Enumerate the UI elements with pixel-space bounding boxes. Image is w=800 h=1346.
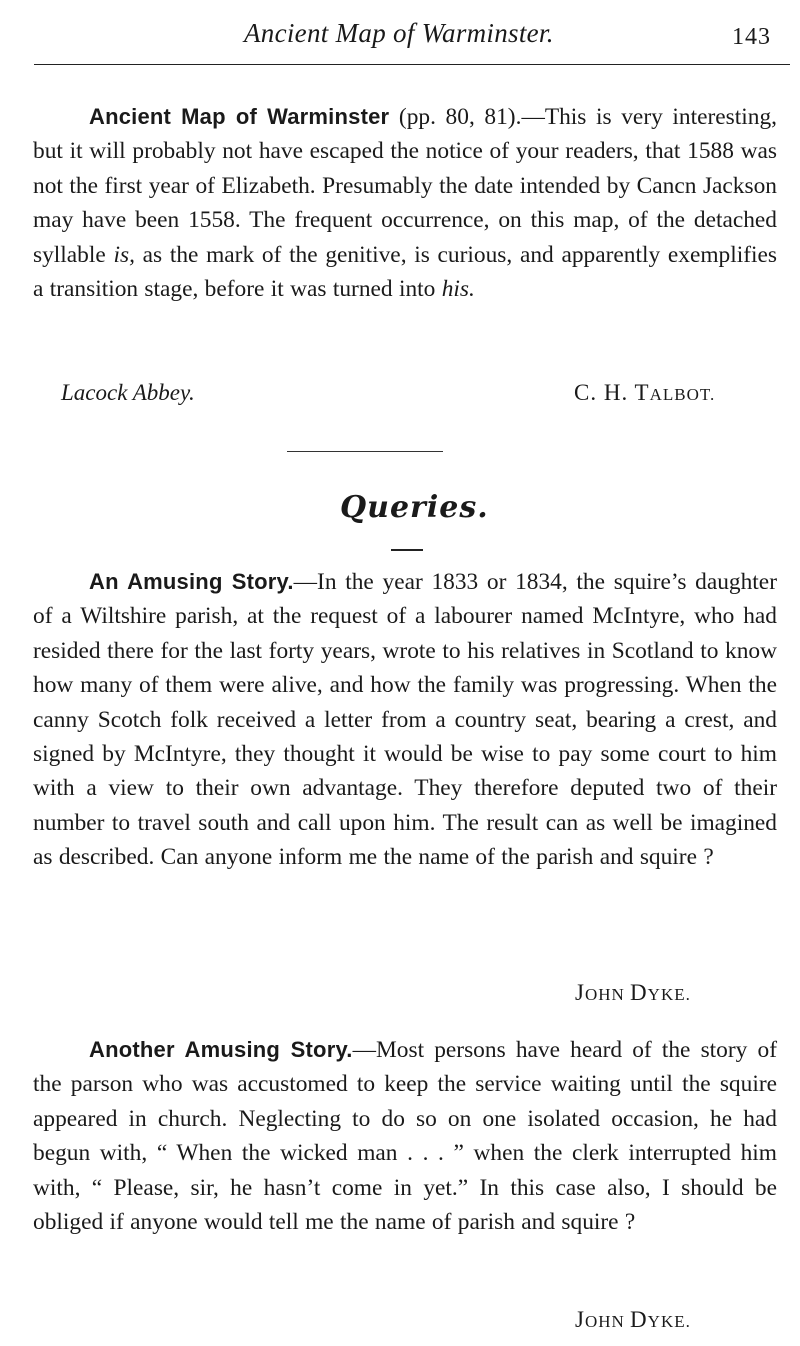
signer-j: J — [575, 980, 585, 1005]
signer-d: D — [630, 1307, 648, 1332]
query-another-amusing-story — [33, 1033, 777, 1239]
note-ref: (pp. 80, 81). — [389, 104, 522, 130]
note-text-1: —This is very interesting, but it will probably not have escaped the notice of your readers, that 1588 was not the first year of Elizabeth. Presumably the date intended by Cancn Jackson may have been 1558. The frequent occurrence, on this map, of the detached syllable — [33, 104, 777, 268]
query-text: —In the year 1833 or 1834, the squire’s daughter of a Wiltshire parish, at the request of a labourer named McIntyre, who had resided there for the last forty years, wrote to his relatives in Scotland to know how many of them were alive, and how the family was progressing. When the canny Scotch folk received a letter from a country seat, bearing a crest, and signed by McIntyre, they thought it would be wise to pay some court to him with a view to their own advantage. They therefore deputed two of their number to travel south and call upon him. The result can as well be imagined as described. Can anyone inform me the name of the parish and squire ? — [33, 569, 777, 871]
note-italic-his: his. — [441, 276, 475, 303]
section-divider — [287, 451, 443, 452]
signer-name — [575, 980, 691, 1006]
section-title: Queries. — [340, 490, 489, 525]
note-signature-row — [0, 380, 800, 414]
signer-ohn: OHN — [584, 985, 631, 1004]
signer-rest: ALBOT. — [649, 385, 716, 404]
signer-ohn: OHN — [584, 1312, 631, 1331]
query-text: —Most persons have heard of the story of the parson who was accustomed to keep the service waiting until the squire appeared in church. Neglecting to do so on one isolated occasion, he had begun with, “ When the wicked man . . . ” when the clerk interrupted him with, “ Please, sir, he hasn’t come in yet.” In this case also, I should be obliged if anyone would tell me the name of parish and squire ? — [33, 1037, 777, 1236]
signer-name — [574, 380, 715, 406]
signer-name — [575, 1307, 691, 1333]
query-lead: An Amusing Story. — [89, 569, 294, 594]
page-number: 143 — [732, 24, 771, 50]
signer-yke: YKE. — [647, 985, 691, 1004]
signer-initials: C. H. T — [574, 380, 650, 405]
note-text-2: as the mark of the genitive, is curious, and apparently exemplifies a transition stage, before it was turned into — [33, 241, 777, 303]
query-amusing-story — [33, 565, 777, 875]
running-title: Ancient Map of Warminster. — [244, 18, 554, 48]
note-lead: Ancient Map of Warminster — [89, 104, 390, 129]
query-2-signature-row — [0, 1307, 800, 1341]
signer-j: J — [575, 1307, 585, 1332]
note-ancient-map — [33, 100, 777, 306]
note-italic-is: is, — [113, 241, 135, 268]
query-1-signature-row — [0, 980, 800, 1014]
header-rule — [34, 64, 790, 65]
query-lead: Another Amusing Story. — [89, 1037, 353, 1062]
place-name: Lacock Abbey. — [61, 380, 195, 405]
running-head — [0, 18, 800, 58]
signer-d: D — [630, 980, 648, 1005]
signer-yke: YKE. — [647, 1312, 691, 1331]
title-rule — [391, 549, 423, 551]
